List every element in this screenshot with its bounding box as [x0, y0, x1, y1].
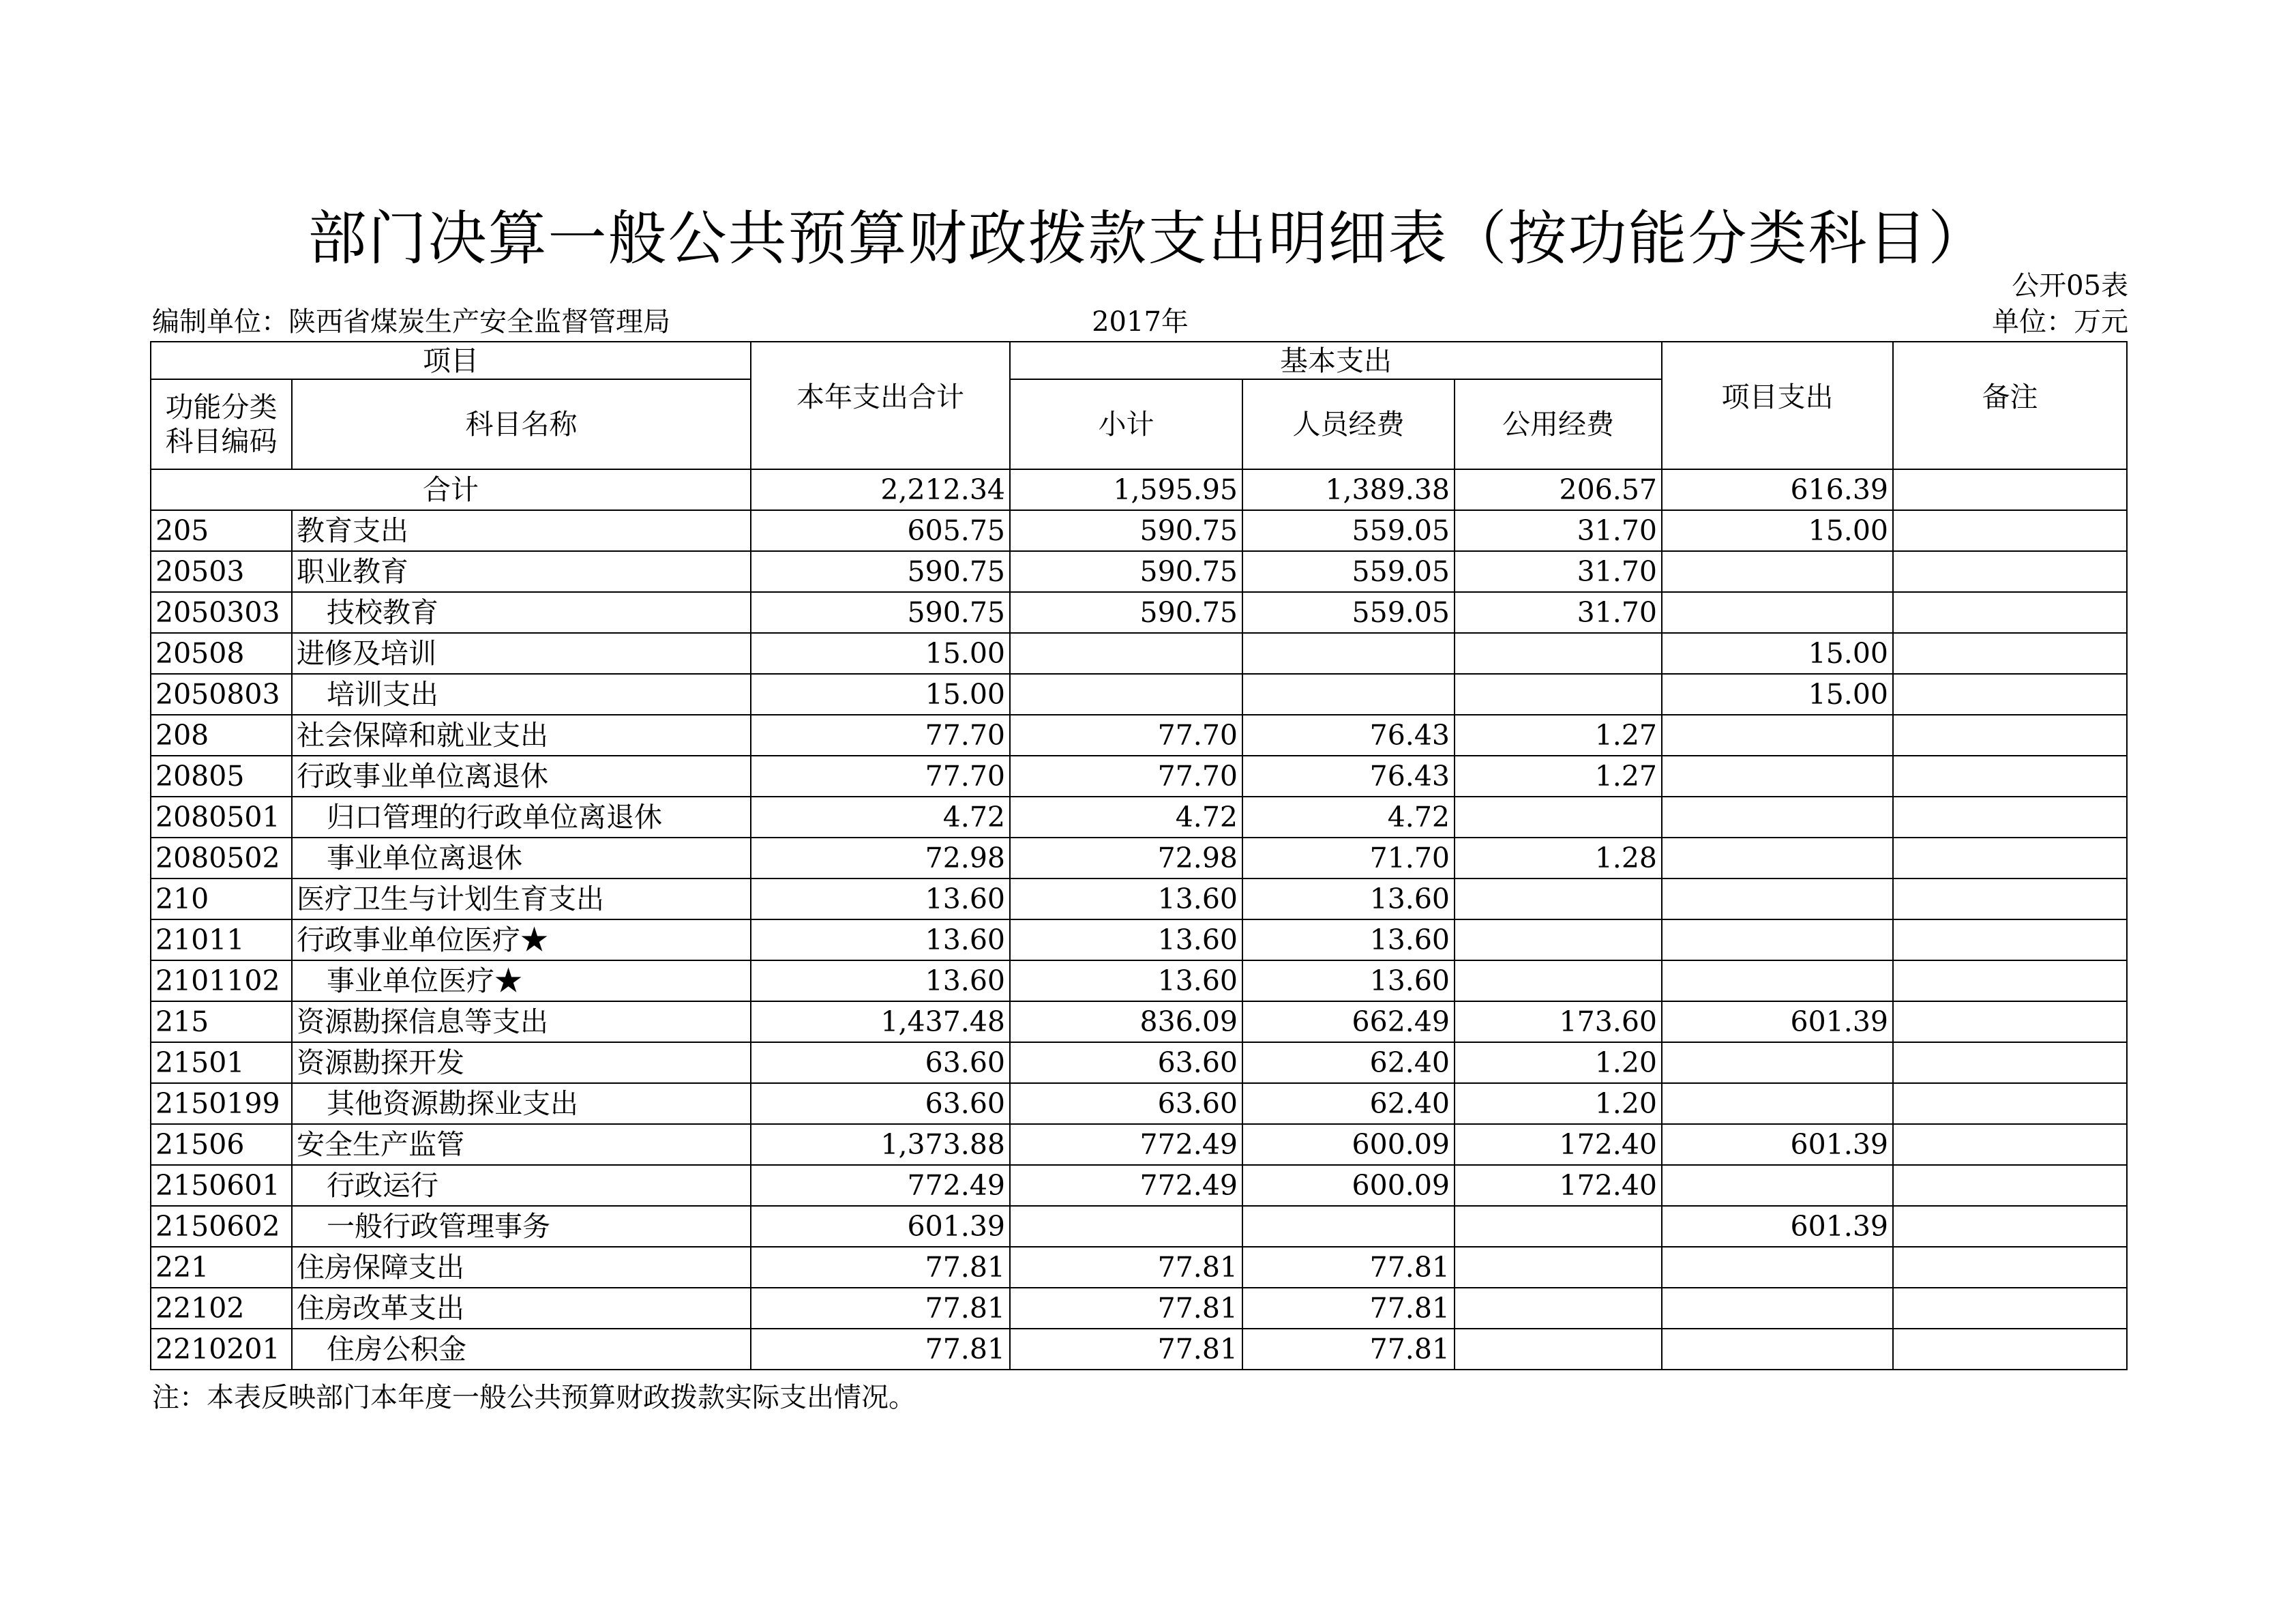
code-cell: 20805: [151, 756, 292, 797]
remark-cell: [1893, 919, 2127, 960]
total-cell: 77.81: [751, 1288, 1010, 1329]
public-cell: [1455, 674, 1662, 715]
header-total: 本年支出合计: [751, 342, 1010, 469]
subtotal-cell: 77.81: [1010, 1329, 1242, 1370]
personnel-cell: 600.09: [1242, 1165, 1455, 1206]
total-personnel: 1,389.38: [1242, 469, 1455, 510]
subtotal-cell: 4.72: [1010, 797, 1242, 838]
personnel-cell: [1242, 674, 1455, 715]
project-cell: [1662, 919, 1893, 960]
public-cell: [1455, 633, 1662, 674]
total-cell: 605.75: [751, 510, 1010, 551]
table-row: [151, 510, 2127, 551]
expenditure-table: [150, 341, 2128, 1370]
public-cell: 173.60: [1455, 1001, 1662, 1042]
table-row: [151, 1083, 2127, 1124]
header-subtotal: 小计: [1010, 379, 1242, 469]
total-cell: 15.00: [751, 633, 1010, 674]
year-label: 2017年: [1092, 306, 1189, 338]
code-cell: 21506: [151, 1124, 292, 1165]
personnel-cell: [1242, 1206, 1455, 1247]
code-cell: 2080501: [151, 797, 292, 838]
name-cell: 医疗卫生与计划生育支出: [292, 879, 751, 919]
project-cell: [1662, 1329, 1893, 1370]
table-row: [151, 633, 2127, 674]
name-cell: 教育支出: [292, 510, 751, 551]
total-cell: 590.75: [751, 592, 1010, 633]
subtotal-cell: 590.75: [1010, 510, 1242, 551]
project-cell: [1662, 1083, 1893, 1124]
code-cell: 2050303: [151, 592, 292, 633]
subtotal-cell: 13.60: [1010, 919, 1242, 960]
project-cell: [1662, 592, 1893, 633]
subtotal-cell: [1010, 1206, 1242, 1247]
header-name: 科目名称: [292, 379, 751, 469]
remark-cell: [1893, 1001, 2127, 1042]
project-cell: [1662, 1288, 1893, 1329]
page-title: 部门决算一般公共预算财政拨款支出明细表（按功能分类科目）: [308, 205, 1988, 273]
total-cell: 13.60: [751, 879, 1010, 919]
remark-cell: [1893, 1206, 2127, 1247]
subtotal-cell: 63.60: [1010, 1083, 1242, 1124]
personnel-cell: 600.09: [1242, 1124, 1455, 1165]
code-cell: 21501: [151, 1042, 292, 1083]
total-cell: 77.81: [751, 1329, 1010, 1370]
project-cell: [1662, 1247, 1893, 1288]
public-cell: 1.28: [1455, 838, 1662, 879]
public-cell: 1.27: [1455, 715, 1662, 756]
personnel-cell: 13.60: [1242, 919, 1455, 960]
project-cell: 601.39: [1662, 1206, 1893, 1247]
header-personnel: 人员经费: [1242, 379, 1455, 469]
code-cell: 21011: [151, 919, 292, 960]
personnel-cell: 76.43: [1242, 756, 1455, 797]
remark-cell: [1893, 879, 2127, 919]
personnel-cell: 77.81: [1242, 1288, 1455, 1329]
remark-cell: [1893, 1124, 2127, 1165]
personnel-cell: 77.81: [1242, 1247, 1455, 1288]
code-cell: 20503: [151, 551, 292, 592]
subtotal-cell: 772.49: [1010, 1165, 1242, 1206]
form-number: 公开05表: [2012, 270, 2128, 301]
name-cell: 住房公积金: [292, 1329, 751, 1370]
header-code: 功能分类科目编码: [151, 379, 292, 469]
table-row: [151, 838, 2127, 879]
subtotal-cell: 77.81: [1010, 1288, 1242, 1329]
table-row: [151, 1165, 2127, 1206]
code-cell: 2050803: [151, 674, 292, 715]
code-cell: 2101102: [151, 960, 292, 1001]
public-cell: [1455, 960, 1662, 1001]
public-cell: 1.20: [1455, 1042, 1662, 1083]
total-cell: 72.98: [751, 838, 1010, 879]
public-cell: [1455, 1288, 1662, 1329]
total-label: 合计: [151, 469, 751, 510]
name-cell: 培训支出: [292, 674, 751, 715]
total-remark: [1893, 469, 2127, 510]
personnel-cell: 4.72: [1242, 797, 1455, 838]
name-cell: 社会保障和就业支出: [292, 715, 751, 756]
table-row: [151, 797, 2127, 838]
remark-cell: [1893, 1329, 2127, 1370]
project-cell: [1662, 551, 1893, 592]
table-row: [151, 674, 2127, 715]
subtotal-cell: 77.70: [1010, 756, 1242, 797]
project-cell: [1662, 838, 1893, 879]
subtotal-cell: [1010, 633, 1242, 674]
name-cell: 行政事业单位医疗★: [292, 919, 751, 960]
project-cell: [1662, 960, 1893, 1001]
project-cell: [1662, 715, 1893, 756]
code-cell: 208: [151, 715, 292, 756]
org-label: 编制单位：陕西省煤炭生产安全监督管理局: [152, 306, 670, 338]
remark-cell: [1893, 715, 2127, 756]
project-cell: 15.00: [1662, 674, 1893, 715]
project-cell: 15.00: [1662, 633, 1893, 674]
total-cell: 601.39: [751, 1206, 1010, 1247]
remark-cell: [1893, 1247, 2127, 1288]
total-cell: 590.75: [751, 551, 1010, 592]
public-cell: 1.27: [1455, 756, 1662, 797]
project-cell: 601.39: [1662, 1001, 1893, 1042]
name-cell: 住房保障支出: [292, 1247, 751, 1288]
table-row: [151, 1247, 2127, 1288]
subtotal-cell: 836.09: [1010, 1001, 1242, 1042]
personnel-cell: 77.81: [1242, 1329, 1455, 1370]
public-cell: 31.70: [1455, 510, 1662, 551]
personnel-cell: 71.70: [1242, 838, 1455, 879]
total-cell: 1,437.48: [751, 1001, 1010, 1042]
remark-cell: [1893, 551, 2127, 592]
header-item: 项目: [151, 342, 751, 379]
personnel-cell: 559.05: [1242, 551, 1455, 592]
code-cell: 2080502: [151, 838, 292, 879]
project-cell: [1662, 797, 1893, 838]
code-cell: 2150199: [151, 1083, 292, 1124]
public-cell: 1.20: [1455, 1083, 1662, 1124]
name-cell: 事业单位离退休: [292, 838, 751, 879]
subtotal-cell: 72.98: [1010, 838, 1242, 879]
public-cell: [1455, 879, 1662, 919]
total-total: 2,212.34: [751, 469, 1010, 510]
subtotal-cell: 772.49: [1010, 1124, 1242, 1165]
remark-cell: [1893, 756, 2127, 797]
project-cell: [1662, 879, 1893, 919]
name-cell: 行政事业单位离退休: [292, 756, 751, 797]
total-cell: 772.49: [751, 1165, 1010, 1206]
header-public: 公用经费: [1455, 379, 1662, 469]
total-cell: 63.60: [751, 1083, 1010, 1124]
remark-cell: [1893, 1083, 2127, 1124]
public-cell: 172.40: [1455, 1124, 1662, 1165]
table-row: [151, 1124, 2127, 1165]
remark-cell: [1893, 633, 2127, 674]
subtotal-cell: 590.75: [1010, 592, 1242, 633]
total-public: 206.57: [1455, 469, 1662, 510]
remark-cell: [1893, 960, 2127, 1001]
total-project: 616.39: [1662, 469, 1893, 510]
table-row: [151, 551, 2127, 592]
personnel-cell: 559.05: [1242, 510, 1455, 551]
remark-cell: [1893, 838, 2127, 879]
table-row: [151, 919, 2127, 960]
personnel-cell: 76.43: [1242, 715, 1455, 756]
total-cell: 63.60: [751, 1042, 1010, 1083]
public-cell: 31.70: [1455, 592, 1662, 633]
table-row: [151, 715, 2127, 756]
subtotal-cell: 77.70: [1010, 715, 1242, 756]
remark-cell: [1893, 1165, 2127, 1206]
remark-cell: [1893, 1042, 2127, 1083]
public-cell: 31.70: [1455, 551, 1662, 592]
total-row: [151, 469, 2127, 510]
remark-cell: [1893, 674, 2127, 715]
total-cell: 77.70: [751, 715, 1010, 756]
total-cell: 13.60: [751, 919, 1010, 960]
table-row: [151, 1042, 2127, 1083]
subtotal-cell: 13.60: [1010, 879, 1242, 919]
name-cell: 职业教育: [292, 551, 751, 592]
public-cell: 172.40: [1455, 1165, 1662, 1206]
table-row: [151, 756, 2127, 797]
name-cell: 资源勘探信息等支出: [292, 1001, 751, 1042]
personnel-cell: 62.40: [1242, 1083, 1455, 1124]
personnel-cell: 559.05: [1242, 592, 1455, 633]
total-subtotal: 1,595.95: [1010, 469, 1242, 510]
remark-cell: [1893, 1288, 2127, 1329]
name-cell: 住房改革支出: [292, 1288, 751, 1329]
code-cell: 22102: [151, 1288, 292, 1329]
table-row: [151, 1288, 2127, 1329]
public-cell: [1455, 1329, 1662, 1370]
total-cell: 1,373.88: [751, 1124, 1010, 1165]
table-note: 注：本表反映部门本年度一般公共预算财政拨款实际支出情况。: [152, 1382, 916, 1413]
project-cell: 601.39: [1662, 1124, 1893, 1165]
code-cell: 2150601: [151, 1165, 292, 1206]
code-cell: 221: [151, 1247, 292, 1288]
table-row: [151, 879, 2127, 919]
public-cell: [1455, 797, 1662, 838]
total-cell: 15.00: [751, 674, 1010, 715]
code-cell: 205: [151, 510, 292, 551]
code-cell: 20508: [151, 633, 292, 674]
remark-cell: [1893, 592, 2127, 633]
name-cell: 行政运行: [292, 1165, 751, 1206]
remark-cell: [1893, 510, 2127, 551]
name-cell: 进修及培训: [292, 633, 751, 674]
name-cell: 资源勘探开发: [292, 1042, 751, 1083]
name-cell: 一般行政管理事务: [292, 1206, 751, 1247]
code-cell: 2150602: [151, 1206, 292, 1247]
code-cell: 210: [151, 879, 292, 919]
name-cell: 事业单位医疗★: [292, 960, 751, 1001]
subtotal-cell: [1010, 674, 1242, 715]
project-cell: [1662, 1042, 1893, 1083]
table-row: [151, 960, 2127, 1001]
code-cell: 215: [151, 1001, 292, 1042]
personnel-cell: 13.60: [1242, 960, 1455, 1001]
public-cell: [1455, 1206, 1662, 1247]
project-cell: [1662, 756, 1893, 797]
unit-label: 单位：万元: [1992, 306, 2128, 338]
name-cell: 安全生产监管: [292, 1124, 751, 1165]
table-row: [151, 1001, 2127, 1042]
table-row: [151, 592, 2127, 633]
code-cell: 2210201: [151, 1329, 292, 1370]
header-basic: 基本支出: [1010, 342, 1662, 379]
personnel-cell: 662.49: [1242, 1001, 1455, 1042]
personnel-cell: 13.60: [1242, 879, 1455, 919]
report-meta: [152, 306, 2128, 338]
header-row-1: [151, 342, 2127, 379]
subtotal-cell: 63.60: [1010, 1042, 1242, 1083]
personnel-cell: [1242, 633, 1455, 674]
public-cell: [1455, 919, 1662, 960]
remark-cell: [1893, 797, 2127, 838]
subtotal-cell: 13.60: [1010, 960, 1242, 1001]
project-cell: 15.00: [1662, 510, 1893, 551]
subtotal-cell: 77.81: [1010, 1247, 1242, 1288]
header-remark: 备注: [1893, 342, 2127, 469]
header-project: 项目支出: [1662, 342, 1893, 469]
name-cell: 技校教育: [292, 592, 751, 633]
name-cell: 其他资源勘探业支出: [292, 1083, 751, 1124]
total-cell: 77.70: [751, 756, 1010, 797]
name-cell: 归口管理的行政单位离退休: [292, 797, 751, 838]
personnel-cell: 62.40: [1242, 1042, 1455, 1083]
total-cell: 4.72: [751, 797, 1010, 838]
table-row: [151, 1206, 2127, 1247]
public-cell: [1455, 1247, 1662, 1288]
total-cell: 77.81: [751, 1247, 1010, 1288]
project-cell: [1662, 1165, 1893, 1206]
total-cell: 13.60: [751, 960, 1010, 1001]
subtotal-cell: 590.75: [1010, 551, 1242, 592]
table-row: [151, 1329, 2127, 1370]
